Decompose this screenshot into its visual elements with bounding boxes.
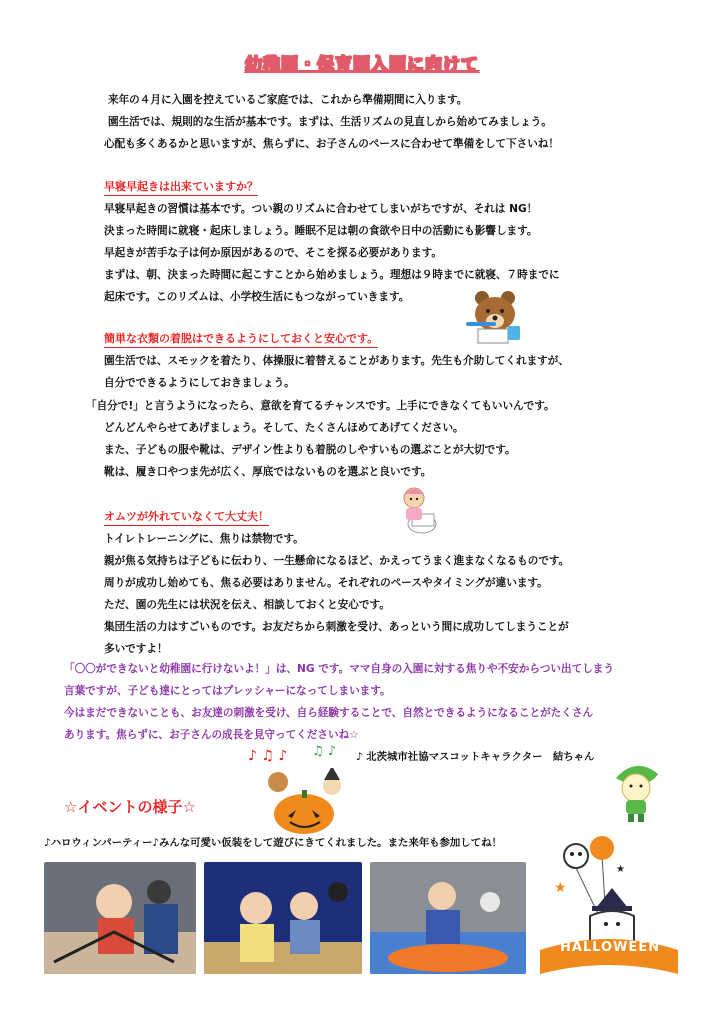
- section-line: 自分でできるようにしておきましょう。: [104, 377, 295, 389]
- section-line: 親が焦る気持ちは子どもに伝わり、一生懸命になるほど、かえってうまく進まなくなるものです。: [104, 555, 570, 567]
- event-photo-2: [204, 862, 362, 974]
- event-photo-3: [370, 862, 526, 974]
- section-line: 園生活では、スモックを着たり、体操服に着替えることがあります。先生も介助してくれますが、: [104, 355, 569, 367]
- section-line: まずは、朝、決まった時間に起こすことから始めましょう。理想は９時までに就寝、７時までに: [104, 269, 560, 281]
- page-title: 幼稚園・保育園入園に向けて: [245, 55, 479, 75]
- pumpkin-bears-illustration: [262, 768, 348, 836]
- intro-line: 園生活では、規則的な生活が基本です。まずは、生活リズムの見直しから始めてみましょう。: [108, 116, 552, 128]
- section-line: 集団生活の力はすごいものです。お友だちから刺激を受け、あっという間に成功してしまうことが: [104, 621, 569, 633]
- section-line: 周りが成功し始めても、焦る必要はありません。それぞれのペースやタイミングが違います。: [104, 577, 548, 589]
- section-line: どんどんやらせてあげましょう。そして、たくさんほめてあげてください。: [104, 422, 464, 434]
- section-line: 決まった時間に就寝・起床しましょう。睡眠不足は朝の食欲や日中の活動にも影響します。: [104, 225, 538, 237]
- section-line: 早起きが苦手な子は何か原因があるので、そこを探る必要があります。: [104, 247, 442, 259]
- event-photo-1: [44, 862, 196, 974]
- music-notes-icon: ♪ ♫ ♪: [248, 748, 288, 764]
- mascot-caption: ♪ 北茨城市社協マスコットキャラクター 結ちゃん: [356, 751, 595, 763]
- intro-line: 心配も多くあるかと思いますが、焦らずに、お子さんのペースに合わせて準備をして下さいね！: [104, 138, 559, 150]
- svg-text:★: ★: [554, 880, 567, 896]
- closing-line: 今はまだできないことも、お友達の刺激を受け、自ら経験することで、自然とできるようになることがたくさん: [64, 707, 594, 719]
- section-line: また、子どもの服や靴は、デザイン性よりも着脱のしやすいもの選ぶことが大切です。: [104, 444, 516, 456]
- closing-line: 「〇〇ができないと幼稚園に行けないよ！」は、NG です。ママ自身の入園に対する焦りや不安からつい出てしまう: [64, 663, 614, 675]
- section-heading: 早寝早起きは出来ていますか？: [104, 178, 258, 196]
- section-line: トイレトレーニングに、焦りは禁物です。: [104, 533, 304, 545]
- section-line: ただ、園の先生には状況を伝え、相談しておくと安心です。: [104, 599, 390, 611]
- closing-line: 言葉ですが、子ども達にとってはプレッシャーになってしまいます。: [64, 685, 391, 697]
- section-line: 早寝早起きの習慣は基本です。つい親のリズムに合わせてしまいがちですが、それは NG！: [104, 203, 538, 215]
- section-line: 「自分で!」と言うようになったら、意欲を育てるチャンスです。上手にできなくてもいいんです。: [86, 400, 555, 412]
- intro-line: 来年の４月に入園を控えているご家庭では、これから準備期間に入ります。: [108, 94, 468, 106]
- section-line: 多いですよ！: [104, 643, 168, 655]
- event-title: ☆イベントの様子☆: [64, 798, 196, 816]
- halloween-ghost-illustration: [536, 832, 682, 980]
- svg-text:★: ★: [616, 864, 625, 875]
- event-description: ♪ハロウィンパーティー♪みんな可愛い仮装をして遊びにきてくれました。また来年も参加してね！: [44, 837, 502, 849]
- child-potty-illustration: [392, 484, 440, 536]
- section-line: 靴は、履き口やつま先が広く、厚底ではないものを選ぶと良いです。: [104, 466, 432, 478]
- halloween-banner: HALLOWEEN: [560, 940, 661, 955]
- section-line: 起床です。このリズムは、小学校生活にもつながっていきます。: [104, 291, 410, 303]
- bear-toothbrush-illustration: [460, 288, 524, 344]
- closing-line: あります。焦らずに、お子さんの成長を見守ってくださいね☆: [64, 729, 359, 741]
- section-heading: オムツが外れていなくて大丈夫！: [104, 508, 269, 526]
- section-heading: 簡単な衣類の着脱はできるようにしておくと安心です。: [104, 330, 378, 348]
- music-notes-icon: ♫ ♪: [312, 744, 337, 759]
- mascot-character-illustration: [606, 756, 666, 824]
